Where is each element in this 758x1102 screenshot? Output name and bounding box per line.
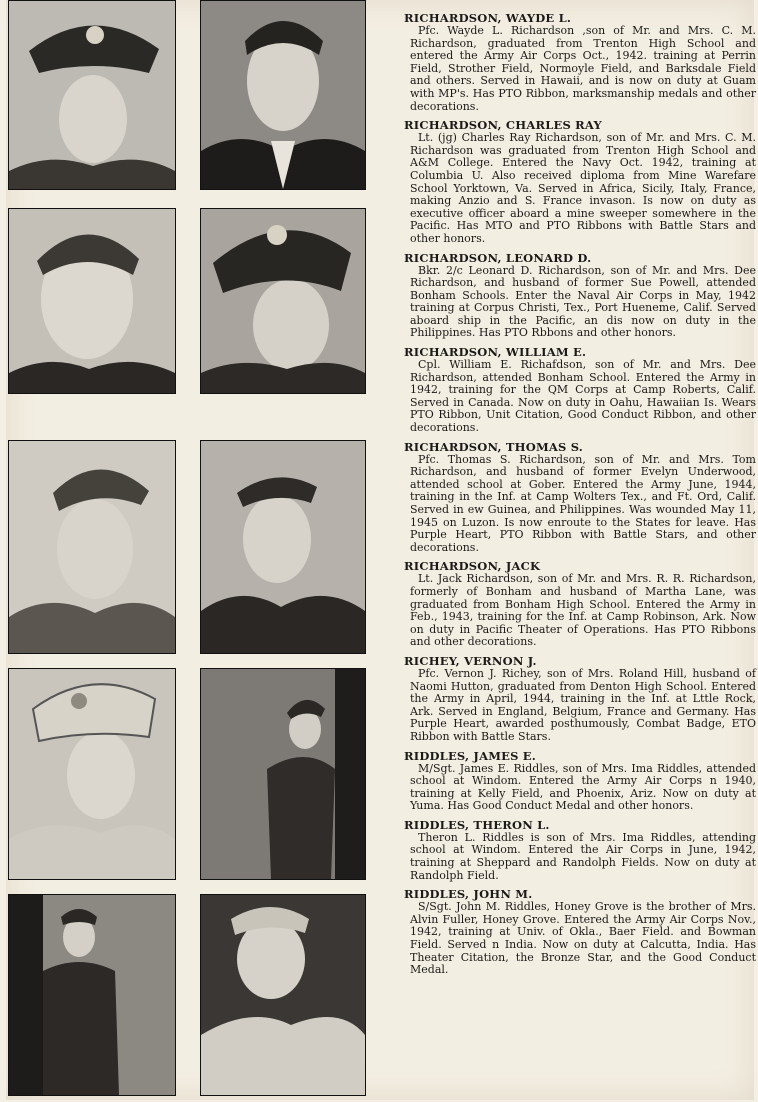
portrait-image bbox=[9, 895, 175, 1095]
portrait-photo bbox=[200, 208, 366, 394]
biography-entry bbox=[404, 441, 756, 555]
portrait-photo bbox=[8, 440, 176, 654]
portrait-image bbox=[9, 441, 175, 653]
person-name: RICHARDSON, CHARLES RAY bbox=[404, 118, 602, 133]
portrait-image bbox=[9, 1, 175, 189]
portrait-photo bbox=[8, 668, 176, 880]
biography-text: S/Sgt. John M. Riddles, Honey Grove is the brother of Mrs. Alvin Fuller, Honey Grove. Entered the Army Air Corps Nov., 1942, training at Univ. of Okla., Baer Field. and Bowman Field. Served n India. Now on duty at Calcutta, India. Has Theater Citation, the Bronze Star, and the Good Conduct Medal. bbox=[410, 900, 756, 977]
biography-entry bbox=[404, 750, 756, 813]
biography-text: Pfc. Vernon J. Richey, son of Mrs. Roland Hill, husband of Naomi Hutton, graduated from Denton High School. Entered the Army in April, 1944, training in the Inf. at Lttle Rock, Ark. Served in England, Belgium, France and Germany. Has Purple Heart, awarded posthumously, Combat Badge, ETO Ribbon with Battle Stars. bbox=[410, 666, 756, 743]
portrait-image bbox=[201, 669, 365, 879]
biography-entry bbox=[404, 346, 756, 435]
portrait-photo bbox=[8, 208, 176, 394]
portrait-photo bbox=[8, 894, 176, 1096]
person-name: RIDDLES, JAMES E. bbox=[404, 748, 536, 763]
biography-entry bbox=[404, 252, 756, 341]
biography-entry bbox=[404, 119, 756, 245]
biography-text: Lt. (jg) Charles Ray Richardson, son of Mr. and Mrs. C. M. Richardson was graduated from Trenton High School and A&M College. Entered the Navy Oct. 1942, training at Columbia U. Also received diploma from Mine Warefare School Yorktown, Va. Served in Africa, Sicily, Italy, France, making Anzio and S. France invason. Is now on duty as executive officer aboard a mine sweeper somewhere in the Pacific. Has MTO and PTO Ribbons with Battle Stars and other honors. bbox=[410, 131, 756, 245]
biography-text: M/Sgt. James E. Riddles, son of Mrs. Ima Riddles, attended school at Windom. Entered the Army Air Corps n 1940, training at Kelly Field, and Phoenix, Ariz. Now on duty at Yuma. Has Good Conduct Medal and other honors. bbox=[410, 761, 756, 813]
biography-text: Lt. Jack Richardson, son of Mr. and Mrs. R. R. Richardson, formerly of Bonham and husband of Martha Lane, was graduated from Bonham High School. Entered the Army in Feb., 1943, training for the Inf. at Camp Robinson, Ark. Now on duty in Pacific Theater of Operations. Has PTO Ribbons and other decorations. bbox=[410, 572, 756, 649]
person-name: RICHARDSON, THOMAS S. bbox=[404, 439, 584, 454]
person-name: RICHEY, VERNON J. bbox=[404, 653, 537, 668]
biography-list bbox=[404, 12, 756, 983]
portrait-photo bbox=[200, 894, 366, 1096]
biography-text: Pfc. Thomas S. Richardson, son of Mr. and Mrs. Tom Richardson, and husband of former Evelyn Underwood, attended school at Gober. Entered the Army June, 1944, training in the Inf. at Camp Wolters Tex., and Ft. Ord, Calif. Served in ew Guinea, and Philippines. Was wounded May 11, 1945 on Luzon. Is now enroute to the States for leave. Has Purple Heart, PTO Ribbon with Battle Stars, and other decorations. bbox=[410, 452, 756, 554]
biography-text: Theron L. Riddles is son of Mrs. Ima Riddles, attending school at Windom. Entered the Air Corps in June, 1942, training at Sheppard and Randolph Fields. Now on duty at Randolph Field. bbox=[410, 830, 756, 882]
person-name: RICHARDSON, WILLIAM E. bbox=[404, 345, 587, 360]
person-name: RICHARDSON, WAYDE L. bbox=[404, 11, 572, 25]
person-name: RIDDLES, JOHN M. bbox=[404, 887, 533, 902]
person-name: RIDDLES, THERON L. bbox=[404, 817, 550, 832]
portrait-image bbox=[9, 669, 175, 879]
biography-text: Bkr. 2/c Leonard D. Richardson, son of Mr. and Mrs. Dee Richardson, and husband of former Sue Powell, attended Bonham Schools. Enter the Naval Air Corps in May, 1942 training at Corpus Christi, Tex., Port Hueneme, Calif. Served aboard ship in the Pacific, an dis now on duty in the Philippines. Has PTO Rbbons and other honors. bbox=[410, 263, 756, 340]
biography-text: Cpl. William E. Richafdson, son of Mr. and Mrs. Dee Richardson, attended Bonham School. Entered the Army in 1942, training for the QM Corps at Camp Roberts, Calif. Served in Canada. Now on duty in Oahu, Hawaiian Is. Wears PTO Ribbon, Unit Citation, Good Conduct Ribbon, and other decorations. bbox=[410, 358, 756, 435]
biography-entry bbox=[404, 888, 756, 977]
biography-entry bbox=[404, 12, 756, 113]
biography-text: Pfc. Wayde L. Richardson ,son of Mr. and Mrs. C. M. Richardson, graduated from Trenton High School and entered the Army Air Corps Oct., 1942. training at Perrin Field, Strother Field, Normoyle Field, and Barksdale Field and others. Served in Hawaii, and is now on duty at Guam with MP's. Has PTO Ribbon, marksmanship medals and other decorations. bbox=[410, 24, 756, 113]
person-name: RICHARDSON, LEONARD D. bbox=[404, 250, 592, 265]
portrait-photo bbox=[200, 440, 366, 654]
portrait-image bbox=[201, 895, 365, 1095]
person-name: RICHARDSON, JACK bbox=[404, 559, 541, 574]
portrait-photo bbox=[200, 668, 366, 880]
biography-entry bbox=[404, 655, 756, 744]
portrait-photo bbox=[8, 0, 176, 190]
portrait-image bbox=[201, 441, 365, 653]
biography-entry bbox=[404, 819, 756, 882]
portrait-image bbox=[201, 209, 365, 393]
portrait-image bbox=[201, 1, 365, 189]
portrait-photo bbox=[200, 0, 366, 190]
biography-entry bbox=[404, 560, 756, 649]
yearbook-page bbox=[6, 0, 754, 1100]
portrait-image bbox=[9, 209, 175, 393]
